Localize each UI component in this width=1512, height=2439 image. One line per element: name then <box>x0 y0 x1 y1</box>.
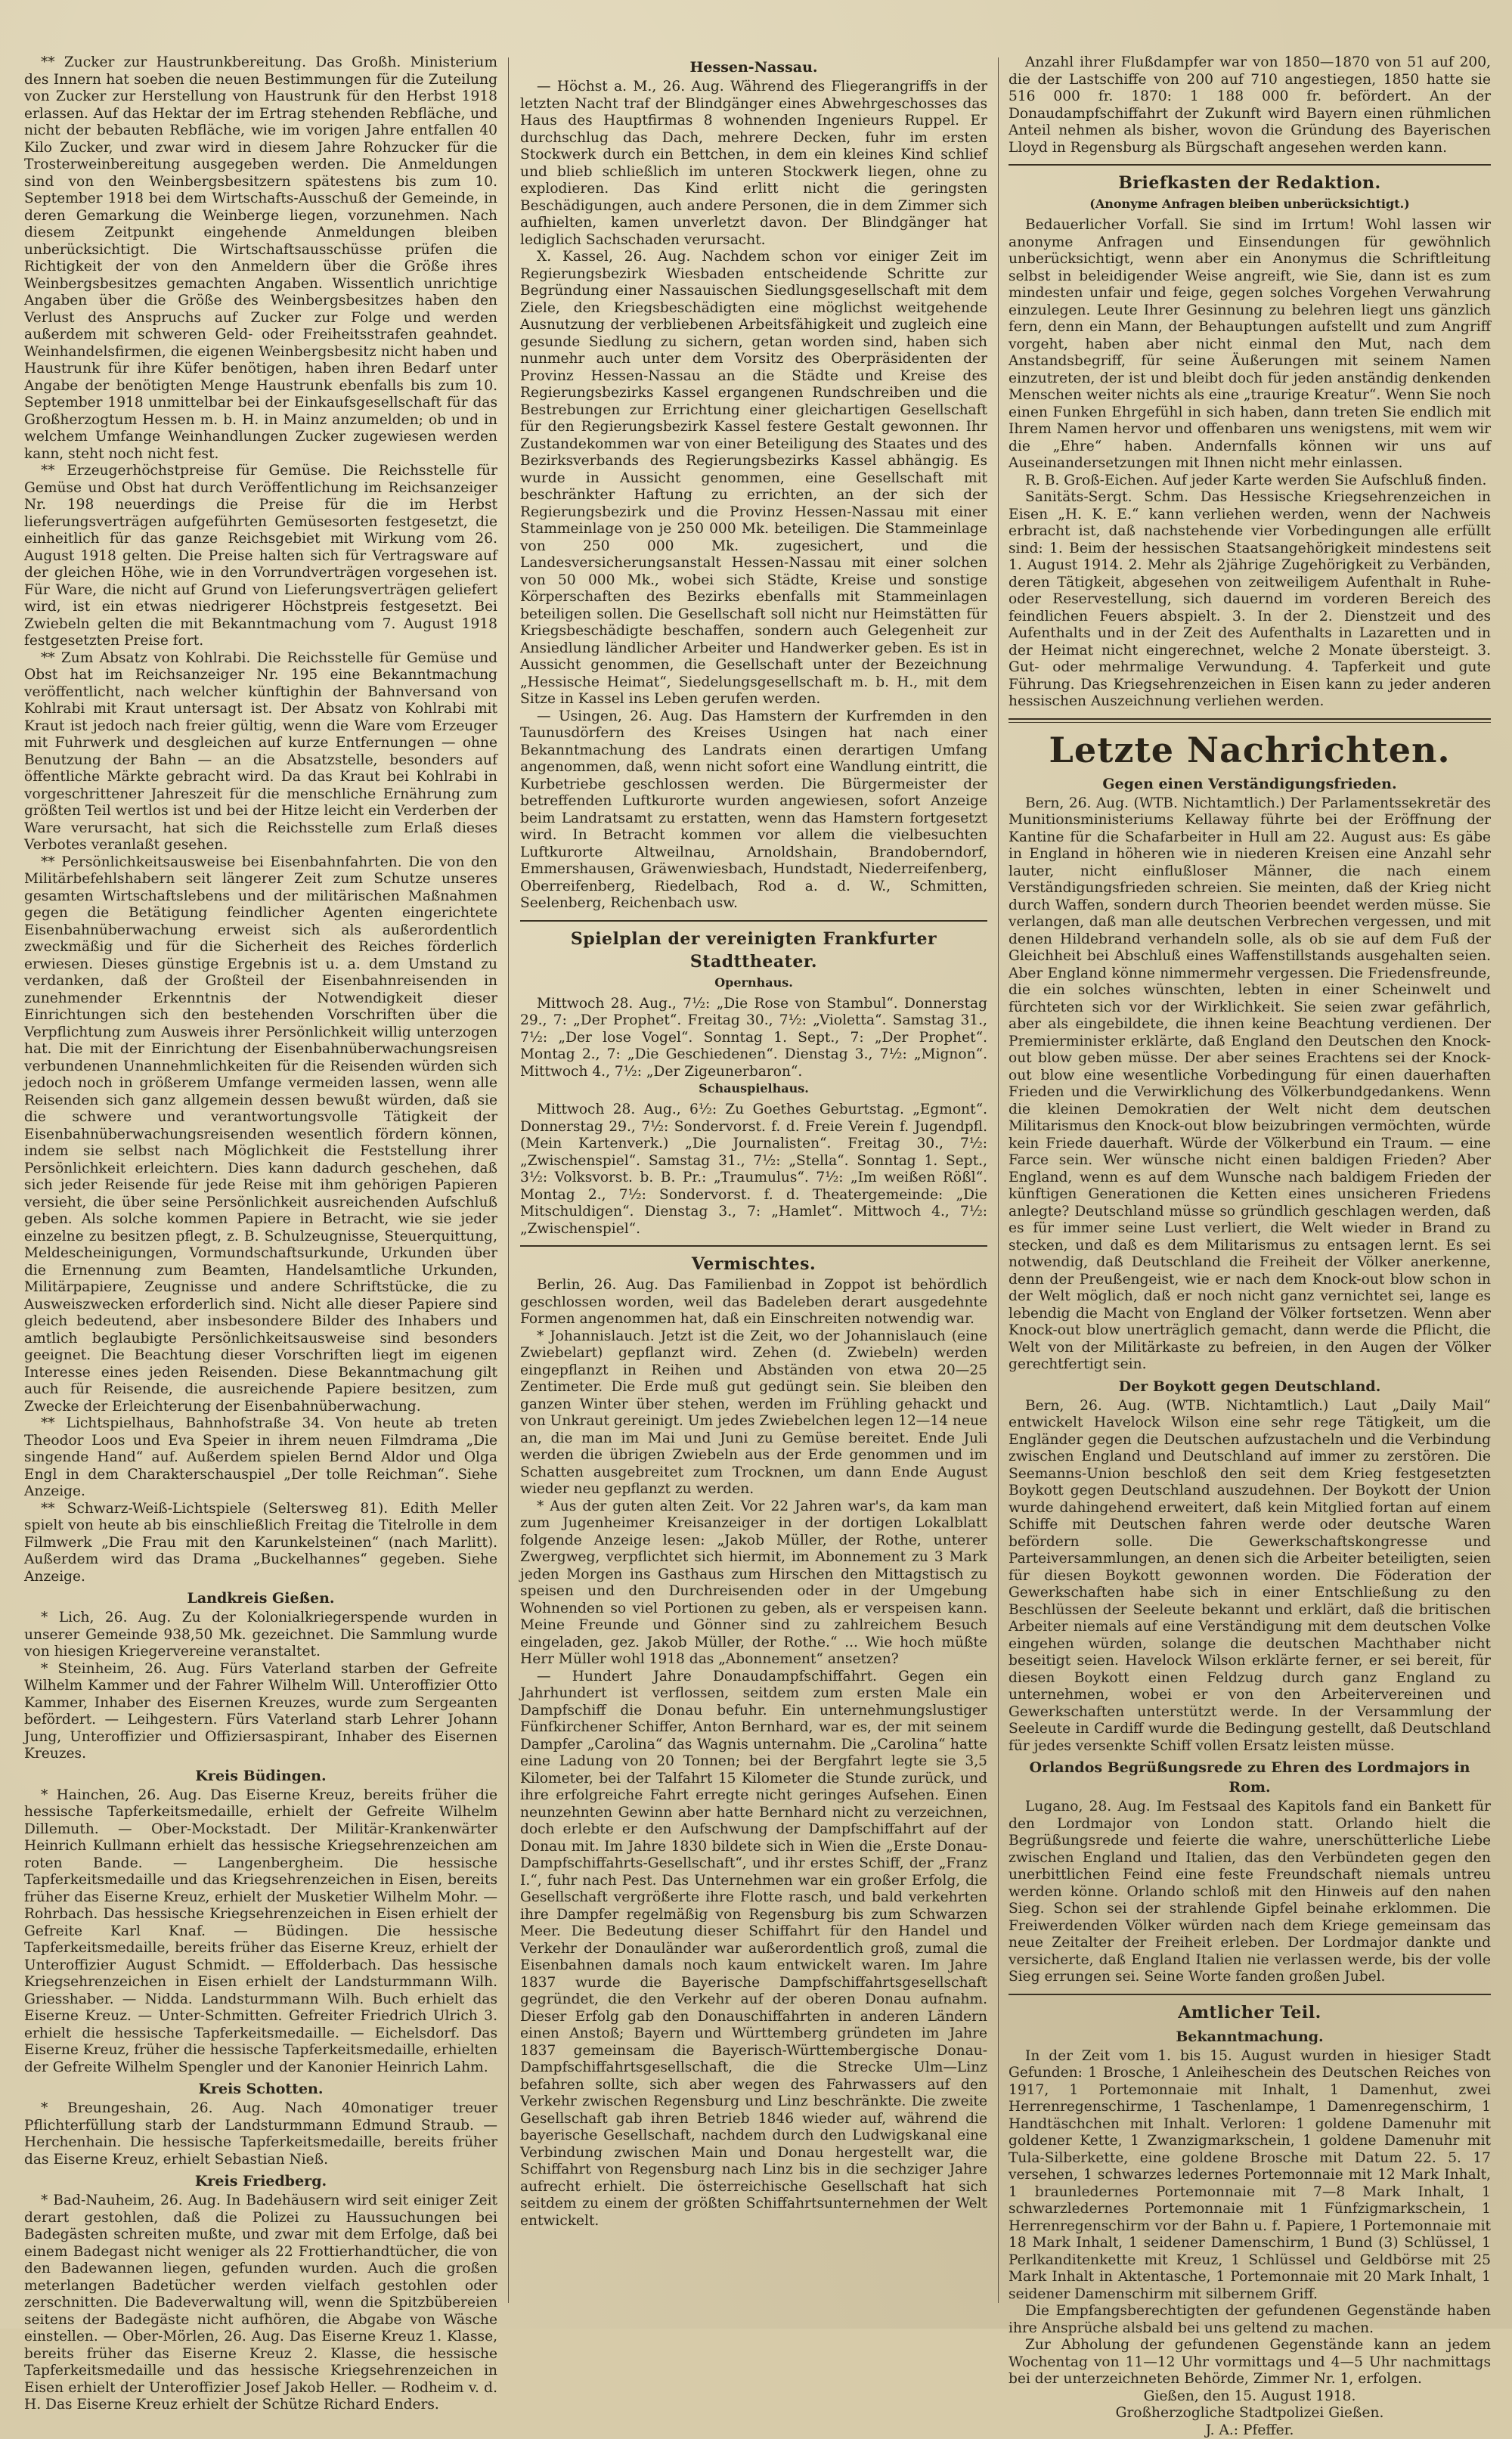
section-heading-hessen-nassau: Hessen-Nassau. <box>520 57 987 77</box>
letter-gross-eichen: R. B. Groß-Eichen. Auf jeder Karte werden Sie Aufschluß finden. <box>1009 473 1491 490</box>
section-heading-vermischtes: Vermischtes. <box>520 1253 987 1275</box>
section-heading-spielplan: Spielplan der vereinigten Frankfurter Stadttheater. <box>520 928 987 973</box>
divider <box>1009 1994 1491 1995</box>
schedule-opernhaus: Mittwoch 28. Aug., 7½: „Die Rose von Stambul“. Donnerstag 29., 7: „Der Prophet“. Freitag 30., 7½: „Violetta“. Samstag 31., 7½: „Der lose Vogel“. Sonntag 1. Sept., 7: „Der Prophet“. Montag 2., 7: „Die Geschiedenen“. Dienstag 3., 7½: „Mignon“. Mittwoch 4., 7½: „Der Zigeunerbaron“. <box>520 996 987 1081</box>
article-persoenlichkeitsausweise: ** Persönlichkeitsausweise bei Eisenbahnfahrten. Die von den Militärbefehlshabern seit längerer Zeit zum Schutze unseres gesamten Wirtschaftslebens und der militärischen Maßnahmen gegen die Betätigung feindlicher Agenten eingerichtete Eisenbahnüberwachung erweist sich als außerordentlich zweckmäßig und für die Sicherheit des Reiches förderlich erwiesen. Dieses günstige Ergebnis ist u. a. dem Umstand zu verdanken, daß der Großteil der Eisenbahnreisenden in zunehmender Erkenntnis der Notwendigkeit dieser Einrichtungen sich den bestehenden Vorschriften über die Verpflichtung zum Ausweis ihrer Persönlichkeit willig unterzogen hat. Die mit der Einrichtung der Eisenbahnüberwachungsreisen verbundenen Unannehmlichkeiten für die Reisenden würden sich jedoch noch in größerem Umfange vermeiden lassen, wenn alle Reisenden sich ganz allgemein dessen bewußt würden, daß sie die schwere und verantwortungsvolle Tätigkeit der Eisenbahnüberwachungsreisenden wesentlich fördern können, indem sie selbst nach Möglichkeit die Feststellung ihrer Persönlichkeit erleichtern. Dies kann dadurch geschehen, daß sich jeder Reisende für jede Reise mit ihm gehörigen Papieren versieht, die über seine Persönlichkeit ausreichenden Aufschluß geben. Als solche kommen Papiere in Betracht, wie sie jeder einzelne zu besitzen pflegt, z. B. Schulzeugnisse, Steuerquittung, Meldescheinigungen, Vormundschaftsurkunde, Urkunden über die Ernennung zum Beamten, Handelsamtliche Urkunden, Militärpapiere, Zeugnisse und andere Schriftstücke, die zu Ausweiszwecken erforderlich sind. Nicht alle dieser Papiere sind gleich bedeutend, aber insbesondere Bilder des Inhabers und amtlich beglaubigte Persönlichkeitsausweise sind besonders geeignet. Die Beachtung dieser Vorschriften liegt im eigenen Interesse eines jeden Reisenden. Diese Bekanntmachung gilt auch für Reisende, die ausreichende Papiere besitzen, zum Zwecke der Erleichterung der Eisenbahnüberwachung. <box>24 854 497 1416</box>
divider <box>1009 718 1491 723</box>
divider <box>520 1245 987 1247</box>
article-donau-continued: Anzahl ihrer Flußdampfer war von 1850—1870 von 51 auf 200, die der Lastschiffe von 200 auf 710 angestiegen, 1850 hatte sie 516 000 fr. 1870: 1 188 000 fr. befördert. An der Donaudampfschiffahrt der Zukunft wird Bayern einen rühmlichen Anteil nehmen als bisher, wovon die Gründung des Bayerischen Lloyd in Regensburg als Bürgschaft angesehen werden kann. <box>1009 54 1491 157</box>
article-lichtspielhaus: ** Lichtspielhaus, Bahnhofstraße 34. Von heute ab treten Theodor Loos und Eva Speier in ihrem neuen Filmdrama „Die singende Hand“ auf. Außerdem spielen Bernd Aldor und Olga Engl in dem Charakterschauspiel „Der tolle Reichman“. Siehe Anzeige. <box>24 1415 497 1501</box>
article-gute-alte-zeit: * Aus der guten alten Zeit. Vor 22 Jahren war's, da kam man zum Jugenheimer Kreisanzeiger in der dortigen Lokalblatt folgende Anzeige lesen: „Jakob Müller, der Rothe, unterer Zwergweg, verpflichtet sich hiermit, im Abonnement zu 3 Mark jeden Morgen ins Gasthaus zum Hirschen den Mittagstisch zu speisen und den Durchreisenden oder in der Umgebung Wohnenden so viel Portionen zu geben, als er verspeisen kann. Meine Freunde und Gönner sind zu zahlreichem Besuch eingeladen, gez. Jakob Müller, der Rothe.“ ... Wie hoch müßte Herr Müller wohl 1918 das „Abonnement“ ansetzen? <box>520 1498 987 1669</box>
schedule-schauspielhaus: Mittwoch 28. Aug., 6½: Zu Goethes Geburtstag. „Egmont“. Donnerstag 29., 7½: Sondervorst. f. d. Freie Verein f. Jugendpfl. (Mein Kartenverk.) „Die Journalisten“. Freitag 30., 7½: „Zwischenspiel“. Samstag 31., 7½: „Stella“. Sonntag 1. Sept., 3½: Volksvorst. b. B. Pr.: „Traumulus“. 7½: „Im weißen Rößl“. Montag 2., 7½: Sondervorst. f. d. Theatergemeinde: „Die Mitschuldigen“. Dienstag 3., 7: „Hamlet“. Mittwoch 4., 7½: „Zwischenspiel“. <box>520 1102 987 1238</box>
column-middle <box>520 54 987 2306</box>
section-heading-letzte-nachrichten: Letzte Nachrichten. <box>1009 729 1491 771</box>
article-bad-nauheim: * Bad-Nauheim, 26. Aug. In Badehäusern wird seit einiger Zeit derart gestohlen, daß die Polizei zu Haussuchungen bei Badegästen schreiten mußte, und zwar mit dem Erfolge, daß bei einem Badegast nicht weniger als 22 Frottierhandtücher, die von den Badewannen liegen, gefunden wurden. Auch die großen meterlangen Badetücher werden vielfach gestohlen oder zerschnitten. Die Badeverwaltung will, wenn die Spitzbübereien seitens der Badegäste nicht aufhören, die Abgabe von Wäsche einstellen. — Ober-Mörlen, 26. Aug. Das Eiserne Kreuz 1. Klasse, bereits früher das Eiserne Kreuz 2. Klasse, die hessische Tapferkeitsmedaille und das hessische Kriegsehrenzeichen in Eisen erhielt der Unteroffizier Josef Jakob Heller. — Rodheim v. d. H. Das Eiserne Kreuz erhielt der Schütze Richard Enders. <box>24 2193 497 2414</box>
article-breungeshain: * Breungeshain, 26. Aug. Nach 40monatiger treuer Pflichterfüllung starb der Landsturmmann Edmund Straub. — Herchenhain. Die hessische Tapferkeitsmedaille, bereits früher das Eiserne Kreuz, erhielt Sebastian Nieß. <box>24 2100 497 2168</box>
article-schwarz-weiss: ** Schwarz-Weiß-Lichtspiele (Seltersweg 81). Edith Meller spielt von heute ab bis einschließlich Freitag die Titelrolle in dem Filmwerk „Die Frau mit den Karunkelsteinen“ (nach Marlitt). Außerdem wird das Drama „Buckelhannes“ gegeben. Siehe Anzeige. <box>24 1501 497 1586</box>
notice-ansprueche: Die Empfangsberechtigten der gefundenen Gegenstände haben ihre Ansprüche alsbald bei uns geltend zu machen. <box>1009 2303 1491 2337</box>
notice-office: Großherzogliche Stadtpolizei Gießen. <box>1009 2405 1491 2422</box>
section-heading-amtlicher-teil: Amtlicher Teil. <box>1009 2001 1491 2024</box>
column-rule <box>508 57 509 2303</box>
article-hoechst: — Höchst a. M., 26. Aug. Während des Fliegerangriffs in der letzten Nacht traf der Blindgänger eines Abwehrgeschosses das Haus des Hauptfirmas 8 wohnenden Ingenieurs Ruppel. Er durchschlug das Dach, mehrere Decken, fuhr im ersten Stockwerk durch ein Bettchen, in dem ein kleines Kind schlief und blieb schließlich im unteren Stockwerk liegen, ohne zu explodieren. Das Kind erlitt nicht die geringsten Beschädigungen, auch andere Personen, die in dem Zimmer sich aufhielten, kamen unverletzt davon. Der Blindgänger hat lediglich Sachschaden verursacht. <box>520 79 987 249</box>
subheading-orlando: Orlandos Begrüßungsrede zu Ehren des Lordmajors in Rom. <box>1009 1758 1491 1797</box>
article-donaudampfschiffahrt: — Hundert Jahre Donaudampfschiffahrt. Gegen ein Jahrhundert ist verflossen, seitdem zum ersten Male ein Dampfschiff die Donau befuhr. Ein unternehmungslustiger Fünfkirchener Schiffer, Anton Bernhard, war es, der mit seinem Dampfer „Carolina“ das Wagnis unternahm. Die „Carolina“ hatte eine Ladung von 20 Tonnen; bei der Bergfahrt legte sie 3,5 Kilometer, bei der Talfahrt 15 Kilometer die Stunde zurück, und ihre erfolgreiche Fahrt erregte nicht geringes Aufsehen. Einen neunzehnten Gewinn aber hatte Bernhard nicht zu verzeichnen, doch erlebte er den Aufschwung der Dampfschiffahrt auf der Donau mit. Im Jahre 1830 bildete sich in Wien die „Erste Donau-Dampfschiffahrts-Gesellschaft“, und ihr erstes Schiff, der „Franz I.“, fuhr nach Pest. Das Unternehmen war ein großer Erfolg, die Gesellschaft vergrößerte ihre Flotte rasch, und bald verkehrten ihre Dampfer regelmäßig von Regensburg bis zum Schwarzen Meer. Die Bedeutung dieser Schiffahrt für den Handel und Verkehr der Donauländer war außerordentlich groß, zumal die Eisenbahnen damals noch kaum entwickelt waren. Im Jahre 1837 wurde die Bayerische Dampfschiffahrtsgesellschaft gegründet, die den Verkehr auf der oberen Donau aufnahm. Dieser Erfolg gab den Donauschiffahrten in anderen Ländern einen Anstoß; Bayern und Württemberg gründeten im Jahre 1837 gemeinsam die Bayerisch-Württembergische Donau-Dampfschiffahrtsgesellschaft, die die Strecke Ulm—Linz befahren sollte, sich aber wegen des Fahrwassers auf den Verkehr zwischen Regensburg und Linz beschränkte. Die zweite Gesellschaft gab ihren Betrieb 1846 wieder auf, während die bayerische Gesellschaft, nachdem durch den Ludwigskanal eine Verbindung zwischen Main und Donau hergestellt war, die Schiffahrt von Regensburg nach Linz bis in die sechziger Jahre aufrecht erhielt. Die österreichische Gesellschaft hat sich seitdem zu einem der größten Schiffahrtsunternehmen der Welt entwickelt. <box>520 1669 987 2230</box>
notice-abholung: Zur Abholung der gefundenen Gegenstände kann an jedem Wochentag von 11—12 Uhr vormittags und 4—5 Uhr nachmittags bei der unterzeichneten Behörde, Zimmer Nr. 1, erfolgen. <box>1009 2337 1491 2388</box>
article-erzeugerhoechstpreise: ** Erzeugerhöchstpreise für Gemüse. Die Reichsstelle für Gemüse und Obst hat durch Veröffentlichung im Reichsanzeiger Nr. 198 neuerdings die Preise für die im Herbst lieferungsverträgen aufgeführten Gemüsesorten festgesetzt, die einheitlich für das ganze Reichsgebiet mit Wirkung vom 26. August 1918 gelten. Die Preise halten sich für Vertragsware auf der gleichen Höhe, wie in den Vorrundverträgen vorgesehen ist. Für Ware, die nicht auf Grund von Lieferungsverträgen geliefert wird, ist ein etwas niedrigerer Höchstpreis festgesetzt. Bei Zwiebeln gelten die mit Bekanntmachung vom 7. August 1918 festgesetzten Preise fort. <box>24 463 497 650</box>
article-lich: * Lich, 26. Aug. Zu der Kolonialkriegerspende wurden in unserer Gemeinde 938,50 Mk. gezeichnet. Die Sammlung wurde von hiesigen Kriegervereine veranstaltet. <box>24 1610 497 1661</box>
subheading-opernhaus: Opernhaus. <box>520 975 987 991</box>
section-heading-friedberg: Kreis Friedberg. <box>24 2171 497 2191</box>
article-kohlrabi: ** Zum Absatz von Kohlrabi. Die Reichsstelle für Gemüse und Obst hat im Reichsanzeiger Nr. 195 eine Bekanntmachung veröffentlicht, nach welcher künftighin der Bahnversand von Kohlrabi mit Kraut untersagt ist. Der Absatz von Kohlrabi mit Kraut ist jedoch nach freier gültig, wenn die Ware vom Erzeuger mit Fuhrwerk und desgleichen auf kurze Entfernungen — ohne Benutzung der Bahn — an die Absatzstelle, besonders auf öffentliche Märkte gebracht wird. Da das Kraut bei Kohlrabi in vorgeschrittener Jahreszeit für die menschliche Ernährung zum größten Teil wertlos ist und bei der Hitze leicht ein Verderben der Ware verursacht, hat sich die Reichsstelle zum Erlaß dieses Verbotes veranlaßt gesehen. <box>24 650 497 854</box>
subheading-verstaendigungsfrieden: Gegen einen Verständigungsfrieden. <box>1009 774 1491 794</box>
article-kassel: X. Kassel, 26. Aug. Nachdem schon vor einiger Zeit im Regierungsbezirk Wiesbaden entscheidende Schritte zur Begründung einer Nassauischen Siedlungsgesellschaft mit dem Ziele, den Kriegsbeschädigten eine möglichst weitgehende Ausnutzung der verbliebenen Arbeitsfähigkeit und zugleich eine gesunde Siedlung zu sichern, getan worden sind, haben sich nunmehr auch unter dem Vorsitz des Oberpräsidenten der Provinz Hessen-Nassau an die Städte und Kreise des Regierungsbezirks Kassel ergangenen Rundschreiben und die Bestrebungen zur Errichtung einer gleichartigen Gesellschaft für den Regierungsbezirk Kassel festere Gestalt gewonnen. Ihr Zustandekommen war von einer Beteiligung des Staates und des Bezirksverbands des Regierungsbezirks Kassel abhängig. Es wurde in Aussicht genommen, eine Gesellschaft mit beschränkter Haftung zu errichten, an der sich der Regierungsbezirk und die Provinz Hessen-Nassau mit einer Stammeinlage von je 250 000 Mk. beteiligen. Die Stammeinlage von 250 000 Mk. zugesichert, und die Landesversicherungsanstalt Hessen-Nassau mit einer solchen von 50 000 Mk., wobei sich Städte, Kreise und sonstige Körperschaften des Bezirks ebenfalls mit Stammeinlagen beteiligen sollen. Die Gesellschaft soll nicht nur Heimstätten für Kriegsbeschädigte beschaffen, sondern auch Gelegenheit zur Ansiedlung ländlicher Arbeiter und Handwerker geben. Es ist in Aussicht genommen, die Gesellschaft unter der Bezeichnung „Hessische Heimat“, Siedelungsgesellschaft m. b. H., mit dem Sitze in Kassel ins Leben gerufen werden. <box>520 249 987 708</box>
notice-fundsachen: In der Zeit vom 1. bis 15. August wurden in hiesiger Stadt Gefunden: 1 Brosche, 1 Anleiheschein des Deutschen Reiches von 1917, 1 Portemonnaie mit Inhalt, 1 Damenhut, zwei Herrenregenschirme, 1 Taschenlampe, 1 Damenregenschirm, 1 Handtäschchen mit Inhalt. Verloren: 1 goldene Damenuhr mit goldener Kette, 1 Zwanzigmarkschein, 1 goldene Damenuhr mit Tula-Silberkette, eine goldene Brosche mit Datum 22. 5. 17 versehen, 1 schwarzes ledernes Portemonnaie mit 12 Mark Inhalt, 1 braunledernes Portemonnaie mit 7—8 Mark Inhalt, 1 schwarzledernes Portemonnaie mit 1 Fünfzigmarkschein, 1 Herrenregenschirm vor der Bahn u. f. Papiere, 1 Portemonnaie mit 18 Mark Inhalt, 1 seidener Damenschirm, 1 Bund (3) Schlüssel, 1 Perlkanditenkette mit Kreuz, 1 Schlüssel und Geldbörse mit 25 Mark Inhalt in Aktentasche, 1 Portemonnaie mit 20 Mark Inhalt, 1 seidener Damenschirm mit silbernem Griff. <box>1009 2048 1491 2304</box>
article-bern-kellaway: Bern, 26. Aug. (WTB. Nichtamtlich.) Der Parlamentssekretär des Munitionsministeriums Kellaway führte bei der Eröffnung der Kantine für die Schafarbeiter in Hull am 22. August aus: Es gäbe in England in höheren wie in niederen Kreisen eine Anzahl sehr lauter, nicht einflußloser Männer, die nach einem Verständigungsfrieden schreien. Sie meinten, daß der Krieg nicht durch Waffen, sondern durch Theorien beendet werden müsse. Sie verlangen, daß man alle deutschen Verbrechen vergessen, und mit denen Hildebrand verhandeln solle, als ob sie auf dem Fuß der Gleichheit bei Abschluß eines Waffenstillstands ausgehalten seien. Aber England könne nimmermehr vergessen. Die Friedensfreunde, die ein solches wünschten, lebten in einer Scheinwelt und fürchteten sich vor der Wirklichkeit. Sie seien zwar gefährlich, aber als eingebildete, die ihnen keine Beachtung verdienen. Der Premierminister erklärte, daß England den Deutschen den Knock-out blow geben müsse. Der aber seines Erachtens sei der Knock-out blow eine wesentliche Vorbedingung für einen dauerhaften Frieden und die Verwirklichung des Völkerbundgedankens. Wenn die kleinen Demokratien der Welt nicht dem deutschen Militarismus den Knock-out blow beizubringen vermöchten, würde kein Friede dauerhaft. Würde der Völkerbund ein Traum. — eine Farce sein. Wer wünsche nicht einen baldigen Frieden? Aber England, wenn es auf dem Wunsche nach baldigem Frieden der künftigen Generationen die Ketten eines unsicheren Friedens anlegte? Deutschland müsse so gründlich geschlagen werden, daß es für immer seine Lust verliert, die Welt wieder in Brand zu stecken, und daß es dem Militarismus zu entsagen lernt. Es sei notwendig, daß Deutschland die Freiheit der Völker anerkenne, denn der Preußengeist, wie er nach dem Knock-out blow schon in der Welt möglich, daß er noch nicht ganz vernichtet sei, lange es lebendig die Macht von England der Völker fortsetzen. Wenn aber Knock-out blow unerträglich gemacht, dann werde die Pflicht, die Welt von der Militärkaste zu befreien, in den Augen der Völker gerechtfertigt sein. <box>1009 795 1491 1374</box>
article-johannislauch: * Johannislauch. Jetzt ist die Zeit, wo der Johannislauch (eine Zwiebelart) gepflanzt wird. Zehen (d. Zwiebeln) werden eingepflanzt in Reihen und Abständen von etwa 20—25 Zentimeter. Die Erde muß gut gedüngt sein. Sie bleiben den ganzen Winter über stehen, werden im Frühling gehackt und von Unkraut gereinigt. Um jedes Zwiebelchen legen 12—14 neue an, die man im Mai und Juni zu Gemüse bereitet. Ende Juli werden die übrigen Zwiebeln aus der Erde genommen und im Schatten ausgebreitet zum Trocknen, um dann Ende August wieder neu gepflanzt zu werden. <box>520 1328 987 1498</box>
section-heading-briefkasten: Briefkasten der Redaktion. <box>1009 172 1491 194</box>
notice-signature: J. A.: Pfeffer. <box>1009 2422 1491 2439</box>
article-steinheim: * Steinheim, 26. Aug. Fürs Vaterland starben der Gefreite Wilhelm Kammer und der Fahrer Wilhelm Will. Unteroffizier Otto Kammer, Inhaber des Eisernen Kreuzes, wurde zum Sergeanten befördert. — Leihgestern. Fürs Vaterland starb Lehrer Johann Jung, Unteroffizier und Offiziersaspirant, Inhaber des Eisernen Kreuzes. <box>24 1661 497 1763</box>
letter-bedauerlicher-vorfall: Bedauerlicher Vorfall. Sie sind im Irrtum! Wohl lassen wir anonyme Anfragen und Einsendungen für gewöhnlich unberücksichtigt, wenn aber ein Anonymus die Schriftleitung selbst in beleidigender Weise angreift, wie Sie, dann ist es zum mindesten unfair und feige, gegen solches Vorgehen Verwahrung einzulegen. Leute Ihrer Gesinnung zu belehren liegt uns gänzlich fern, denn ein Mann, der Behauptungen aufstellt und zum Angriff vorgeht, haben aber nicht einmal den Mut, nach dem Anstandsbegriff, für seine Äußerungen mit seinem Namen einzutreten, der ist und bleibt doch für jeden anständig denkenden Menschen weiter nichts als eine „traurige Kreatur“. Wenn Sie noch einen Funken Ehrgefühl in sich haben, dann treten Sie endlich mit Ihrem Namen hervor und offenbaren uns wenigstens, mit wem wir die „Ehre“ haben. Andernfalls können wir uns auf Auseinandersetzungen mit Ihnen nicht mehr einlassen. <box>1009 217 1491 473</box>
column-rule <box>998 57 999 2303</box>
article-lugano-orlando: Lugano, 28. Aug. Im Festsaal des Kapitols fand ein Bankett für den Lordmajor von London statt. Orlando hielt die Begrüßungsrede und feierte die wahre, unerschütterliche Liebe zwischen England und Italien, das den Verbündeten gegen den unerbittlichen Feind eine feste Freundschaft niemals untreu werden könne. Orlando schloß mit den Hinweis auf den nahen Sieg. Schon sei der strahlende Gipfel beinahe erklommen. Die Freiwerdenden Völker würden nach dem Kriege gemeinsam das neue Zeitalter der Freiheit erleben. Der Lordmajor dankte und versicherte, daß England Italien nie verlassen werde, bis der volle Sieg errungen sei. Seine Worte fanden großen Jubel. <box>1009 1799 1491 1986</box>
notice-place-date: Gießen, den 15. August 1918. <box>1009 2388 1491 2406</box>
subheading-schauspielhaus: Schauspielhaus. <box>520 1080 987 1097</box>
column-right <box>1009 54 1491 2306</box>
article-zucker: ** Zucker zur Haustrunkbereitung. Das Großh. Ministerium des Innern hat soeben die neuen Bestimmungen für die Zuteilung von Zucker zur Herstellung von Haustrunk für den Herbst 1918 erlassen. Auf das Hektar der im Ertrag stehenden Rebfläche, und nicht der bebauten Rebfläche, wie im vorigen Jahre entfallen 40 Kilo Zucker, und zwar wird in diesem Jahre Rohzucker für die Trosterweinbereitung ausgegeben werden. Die Anmeldungen sind von den Weinbergsbesitzern spätestens bis zum 10. September 1918 bei dem Wirtschafts-Ausschuß der Gemeinde, in deren Gemarkung die Weinberge liegen, vorzunehmen. Nach diesem Zeitpunkt eingehende Anmeldungen bleiben unberücksichtigt. Die Wirtschaftsausschüsse prüfen die Richtigkeit der von den Anmeldern über die Größe ihres Weinbergsbesitzes gemachten Angaben. Wissentlich unrichtige Angaben über die Größe des Weinbergsbesitzes haben den Verlust des Anspruchs auf Zucker zur Folge und werden außerdem mit schweren Geld- oder Freiheitsstrafen geahndet. Weinhandelsfirmen, die eigenen Weinbergsbesitz nicht haben und Haustrunk für ihre Küfer benötigen, haben ihren Bedarf unter Angabe der benötigten Menge Haustrunk ebenfalls bis zum 10. September 1918 unmittelbar bei der Einkaufsgesellschaft für das Großherzogtum Hessen m. b. H. in Mainz anzumelden; ob und in welchem Umfange Weinhandlungen Zucker zugewiesen werden kann, steht noch nicht fest. <box>24 54 497 463</box>
column-left <box>24 54 497 2306</box>
section-heading-buedingen: Kreis Büdingen. <box>24 1766 497 1786</box>
article-berlin-zoppot: Berlin, 26. Aug. Das Familienbad in Zoppot ist behördlich geschlossen worden, weil das Badeleben derart ausgedehnte Formen angenommen hat, daß ein Einschreiten notwendig war. <box>520 1277 987 1328</box>
subheading-anonyme-anfragen: (Anonyme Anfragen bleiben unberücksichtigt.) <box>1009 196 1491 212</box>
letter-sanitaets-sergt: Sanitäts-Sergt. Schm. Das Hessische Kriegsehrenzeichen in Eisen „H. K. E.“ kann verliehen werden, wenn der Nachweis erbracht ist, daß nachstehende vier Vorbedingungen alle erfüllt sind: 1. Beim der hessischen Staatsangehörigkeit mindestens seit 1. August 1914. 2. Mehr als 2jährige Zugehörigkeit zu Verbänden, deren Tätigkeit, abgesehen von zeitweiligem Aufenthalt in Ruhe- oder Reservestellung, sich dauernd im vorderen Bereich des feindlichen Feuers abspielt. 3. In der 2. Dienstzeit und des Aufenthalts und in der Zeit des Aufenthalts in Lazaretten und in der Heimat nicht eingerechnet, welche 2 Monate übersteigt. 3. Gut- oder mehrmalige Verwundung. 4. Tapferkeit und gute Führung. Das Kriegsehrenzeichen in Eisen kann zu jeder anderen hessischen Auszeichnung verliehen werden. <box>1009 489 1491 711</box>
article-hainchen: * Hainchen, 26. Aug. Das Eiserne Kreuz, bereits früher die hessische Tapferkeitsmedaille, erhielt der Gefreite Wilhelm Dillemuth. — Ober-Mockstadt. Der Militär-Krankenwärter Heinrich Kullmann erhielt das hessische Kriegsehrenzeichen am roten Bande. — Langenbergheim. Die hessische Tapferkeitsmedaille und das Kriegsehrenzeichen in Eisen, bereits früher das Eiserne Kreuz, erhielt der Musketier Wilhelm Mohr. — Rohrbach. Das hessische Kriegsehrenzeichen in Eisen erhielt der Gefreite Karl Knaf. — Büdingen. Die hessische Tapferkeitsmedaille, bereits früher das Eiserne Kreuz, erhielt der Unteroffizier August Schmidt. — Effolderbach. Das hessische Kriegsehrenzeichen in Eisen erhielt der Landsturmmann Wilh. Griesshaber. — Nidda. Landsturmmann Wilh. Buch erhielt das Eiserne Kreuz. — Unter-Schmitten. Gefreiter Friedrich Ulrich 3. erhielt die hessische Tapferkeitsmedaille. — Eichelsdorf. Das Eiserne Kreuz, früher die hessische Tapferkeitsmedaille, erhielten der Gefreite Wilhelm Spengler und der Kanonier Heinrich Lahm. <box>24 1787 497 2077</box>
article-bern-boykott: Bern, 26. Aug. (WTB. Nichtamtlich.) Laut „Daily Mail“ entwickelt Havelock Wilson eine sehr rege Tätigkeit, um die Engländer gegen die Deutschen aufzustacheln und die Verbindung zwischen England und Deutschland auf immer zu zerstören. Die Seemanns-Union beschloß den seit dem Krieg festgesetzten Boykott gegen Deutschland auszudehnen. Der Boykott der Union wurde dahingehend erweitert, daß kein Mitglied fortan auf einem Schiffe mit Deutschen fahren werde oder deutsche Waren befördern solle. Die Gewerkschaftskongresse und Parteiversammlungen, an denen sich die Arbeiter beteiligten, seien für diesen Boykott gewonnen worden. Die Föderation der Gewerkschaften habe sich in einer Entschließung zu den Beschlüssen der Seeleute bekannt und erklärt, daß die britischen Arbeiter niemals auf eine Verständigung mit dem deutschen Volke eingehen würden, solange die deutschen Machthaber nicht beseitigt seien. Havelock Wilson erklärte ferner, er sei bereit, für diesen Boykott einen Feldzug durch ganz England zu unternehmen, wobei er von den Arbeitervereinen und Gewerkschaften unterstützt werde. In der Versammlung der Seeleute in Cardiff wurde die Bedingung gestellt, daß Deutschland für jedes versenkte Schiff vollen Ersatz leisten müsse. <box>1009 1398 1491 1756</box>
section-heading-landkreis: Landkreis Gießen. <box>24 1588 497 1608</box>
divider <box>520 920 987 922</box>
subheading-boykott: Der Boykott gegen Deutschland. <box>1009 1377 1491 1396</box>
divider <box>1009 164 1491 166</box>
section-heading-schotten: Kreis Schotten. <box>24 2079 497 2099</box>
article-usingen: — Usingen, 26. Aug. Das Hamstern der Kurfremden in den Taunusdörfern des Kreises Usingen hat nach einer Bekanntmachung des Landrats einen derartigen Umfang angenommen, daß, wenn nicht sofort eine Wandlung eintritt, die Kurbetriebe geschlossen werden. Die Bürgermeister der betreffenden Luftkurorte wurden angewiesen, sofort Anzeige beim Landratsamt zu erstatten, wenn das Hamstern fortgesetzt wird. In Betracht kommen vor allem die vielbesuchten Luftkurorte Altweilnau, Arnoldshain, Brandoberndorf, Emmershausen, Gräwenwiesbach, Hundstadt, Niederreifenberg, Oberreifenberg, Riedelbach, Rod a. d. W., Schmitten, Seelenberg, Reichenbach usw. <box>520 708 987 913</box>
subheading-bekanntmachung: Bekanntmachung. <box>1009 2027 1491 2047</box>
